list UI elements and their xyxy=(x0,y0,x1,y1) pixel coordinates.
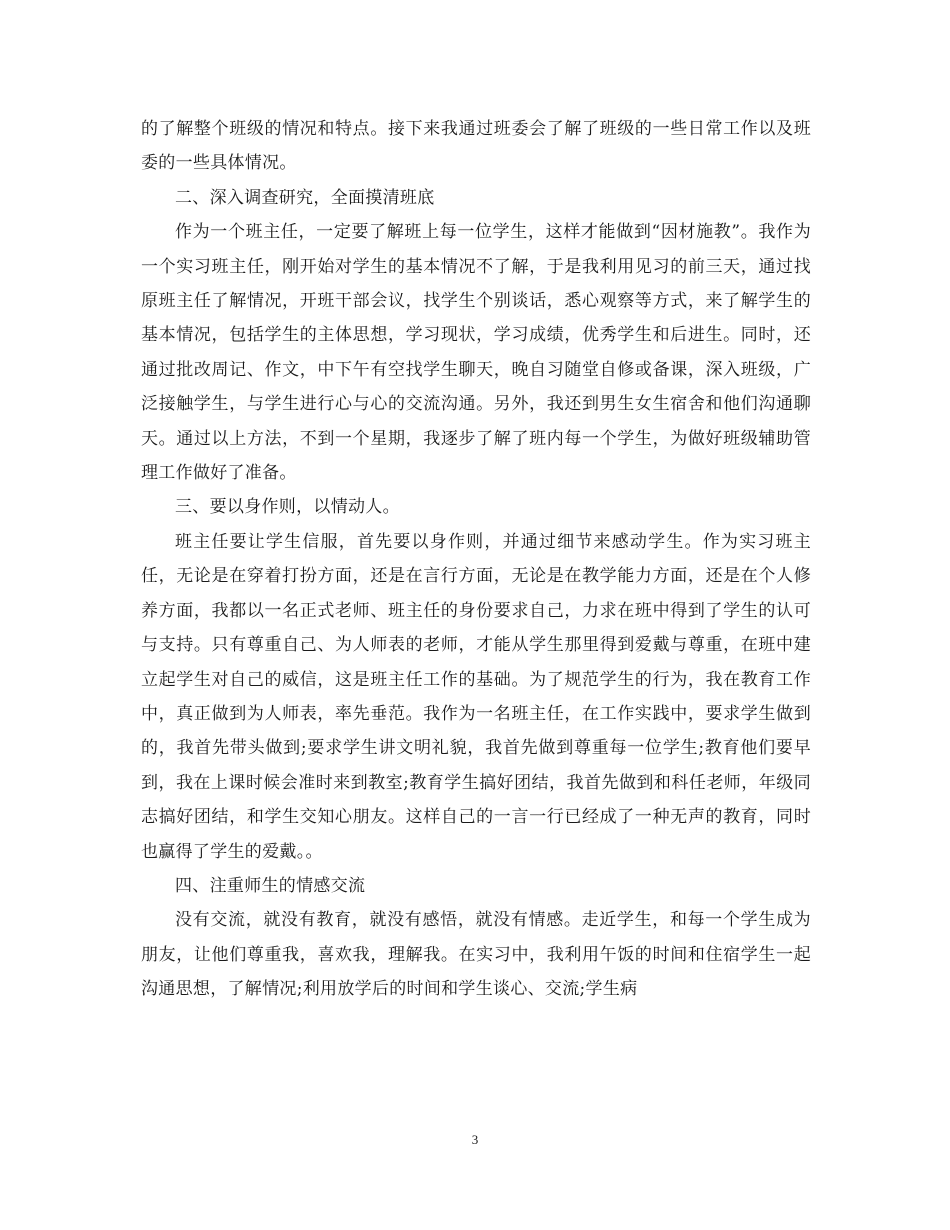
section-heading: 四、注重师生的情感交流 xyxy=(175,875,366,896)
section-heading: 三、要以身作则，以情动人。 xyxy=(175,497,400,518)
paragraph: 没有交流，就没有教育，就没有感悟，就没有情感。走近学生，和每一个学生成为朋友，让他们尊重我，喜欢我，理解我。在实习中，我利用午饭的时间和住宿学生一起沟通思想，了解情况;利用放学后的时间和学生谈心、交流;学生病 xyxy=(141,910,811,1000)
paragraph: 班主任要让学生信服，首先要以身作则，并通过细节来感动学生。作为实习班主任，无论是在穿着打扮方面，还是在言行方面，无论是在教学能力方面，还是在个人修养方面，我都以一名正式老师、班主任的身份要求自己，力求在班中得到了学生的认可与支持。只有尊重自己、为人师表的老师，才能从学生那里得到爱戴与尊重，在班中建立起学生对自己的威信，这是班主任工作的基础。为了规范学生的行为，我在教育工作中，真正做到为人师表，率先垂范。我作为一名班主任，在工作实践中，要求学生做到的，我首先带头做到;要求学生讲文明礼貌，我首先做到尊重每一位学生;教育他们要早到，我在上课时候会准时来到教室;教育学生搞好团结，我首先做到和科任老师，年级同志搞好团结，和学生交知心朋友。这样自己的一言一行已经成了一种无声的教育，同时也赢得了学生的爱戴。。 xyxy=(141,531,811,862)
body-text xyxy=(141,112,811,1007)
page-number: 3 xyxy=(471,1132,479,1147)
paragraph: 的了解整个班级的情况和特点。接下来我通过班委会了解了班级的一些日常工作以及班委的一些具体情况。 xyxy=(141,119,811,174)
section-heading: 二、深入调查研究，全面摸清班底 xyxy=(175,187,435,208)
paragraph: 作为一个班主任，一定要了解班上每一位学生，这样才能做到“因材施教”。我作为一个实习班主任，刚开始对学生的基本情况不了解，于是我利用见习的前三天，通过找原班主任了解情况，开班干部会议，找学生个别谈话，悉心观察等方式，来了解学生的基本情况，包括学生的主体思想，学习现状，学习成绩，优秀学生和后进生。同时，还通过批改周记、作文，中下午有空找学生聊天，晚自习随堂自修或备课，深入班级，广泛接触学生，与学生进行心与心的交流沟通。另外，我还到男生女生宿舍和他们沟通聊天。通过以上方法，不到一个星期，我逐步了解了班内每一个学生，为做好班级辅助管理工作做好了准备。 xyxy=(141,222,811,484)
